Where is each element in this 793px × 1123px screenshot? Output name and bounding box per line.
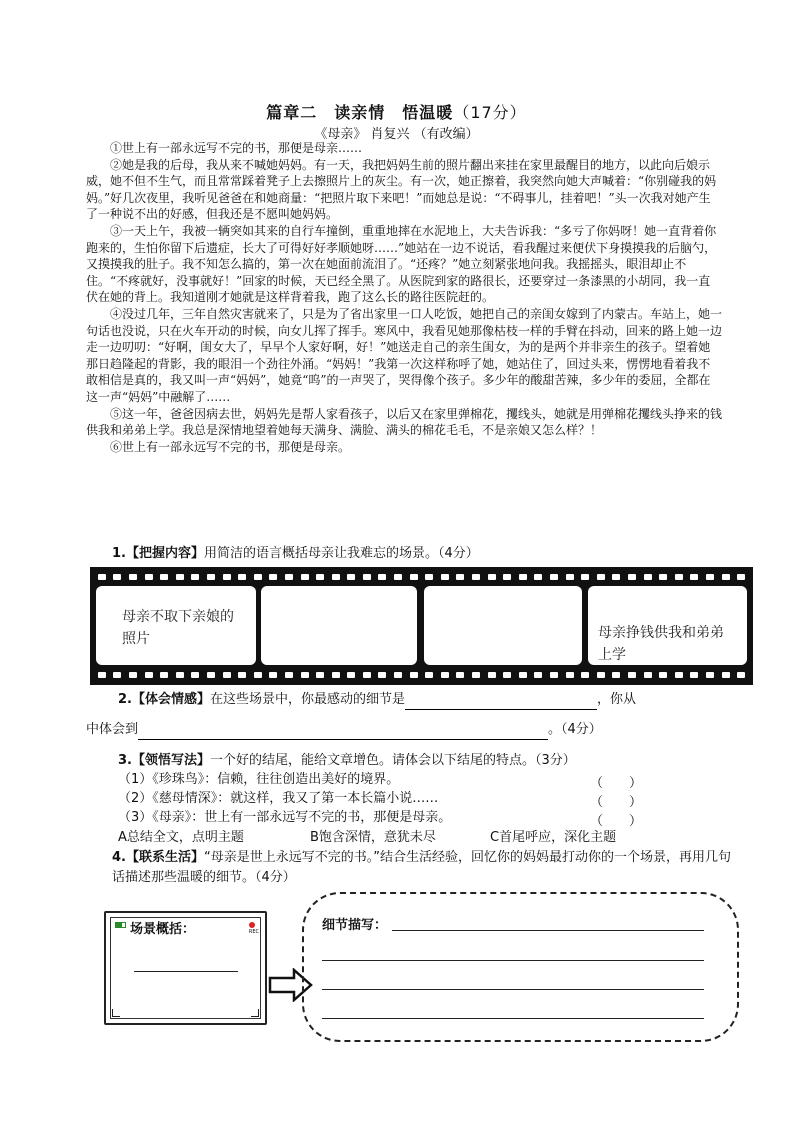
- scene-summary-box[interactable]: [104, 911, 267, 1025]
- question-3-option-b: B饱含深情，意犹未尽: [310, 830, 436, 845]
- scene-summary-label: 场景概括：: [130, 922, 196, 937]
- question-3-tag: 3.【领悟写法】: [118, 753, 210, 768]
- question-4-tag: 4.【联系生活】: [112, 850, 204, 865]
- section-title: [0, 100, 793, 123]
- question-3-text: 一个好的结尾，能给文章增色。请体会以下结尾的特点。（3分）: [209, 753, 576, 768]
- film-frame-2[interactable]: [261, 586, 417, 665]
- film-strip: [90, 567, 753, 685]
- question-2-line-1: [118, 690, 738, 710]
- question-2-text-c: 中体会到: [86, 722, 139, 737]
- question-3-item-2: （2）《慈母情深》：就这样，我又了第一本长篇小说……: [118, 791, 439, 806]
- rec-label: REC: [248, 929, 259, 935]
- question-3-answer-2[interactable]: （ ）: [590, 795, 643, 810]
- question-1-text: 用简洁的语言概括母亲让我难忘的场景。（4分）: [203, 546, 479, 561]
- question-2-blank-1[interactable]: [405, 709, 597, 710]
- detail-line[interactable]: [322, 1018, 704, 1019]
- question-2-text-b: ，你从: [597, 692, 637, 707]
- record-dot-icon: [249, 922, 255, 928]
- film-frame-4[interactable]: 母亲挣钱供我和弟弟上学: [588, 586, 747, 665]
- question-2-text: 在这些场景中，你最感动的细节是: [209, 692, 405, 707]
- question-2-tag: 2.【体会情感】: [118, 692, 210, 707]
- article-paragraph: ④没过几年，三年自然灾害就来了，只是为了省出家里一口人吃饭，她把自己的亲闺女嫁到了内蒙古。车站上，她一句话也没说，只在火车开动的时候，向女儿挥了挥手。寒风中，我看见她那像枯枝一样的手臂在抖动，回来的路上她一边走一边叨叨：“好啊，闺女大了，早早个人家好啊，好！”她送走自己的亲生闺女，为的是两个并非亲生的孩子。望着她那日趋隆起的背影，我的眼泪一个劲往外涌。“妈妈！”我第一次这样称呼了她，她站住了，回过头来，愣愣地看着我不敢相信是真的，我又叫一声“妈妈”，她竟“呜”的一声哭了，哭得像个孩子。多少年的酸甜苦辣，多少年的委屈，全都在这一声“妈妈”中融解了……: [86, 306, 723, 404]
- article-paragraph: ⑥世上有一部永远写不完的书，那便是母亲。: [110, 439, 351, 454]
- section-title-text: 篇章二 读亲情 悟温暖: [266, 103, 454, 122]
- question-2-line-2: [86, 720, 736, 740]
- question-1-tag: 1.【把握内容】: [112, 546, 204, 561]
- question-2-blank-2[interactable]: [138, 739, 548, 740]
- film-frame-1[interactable]: 母亲不取下亲娘的照片: [96, 586, 256, 665]
- film-holes-bottom: [90, 669, 753, 681]
- scene-summary-blank[interactable]: [134, 971, 238, 972]
- detail-line[interactable]: [392, 930, 704, 931]
- article-paragraph: ③一天上午，我被一辆突如其来的自行车撞倒，重重地摔在水泥地上，大夫告诉我：“多亏了你妈呀！她一直背着你跑来的，生怕你留下后遗症，长大了可得好好孝顺她呀……”她站在一边不说话，看我醒过来便伏下身摸摸我的后脑勺，又摸摸我的肚子。我不知怎么搞的，第一次在她面前流泪了。“还疼？”她立刻紧张地问我。我摇摇头，眼泪却止不住。“不疼就好，没事就好！”回家的时候，天已经全黑了。从医院到家的路很长，还要穿过一条漆黑的小胡同，我一直伏在她的背上。我知道刚才她就是这样背着我，跑了这么长的路往医院赶的。: [86, 223, 717, 305]
- question-3-answer-1[interactable]: （ ）: [590, 776, 643, 791]
- question-4-text: “母亲是世上永远写不完的书。”结合生活经验，回忆你的妈妈最打动你的一个场景，再用几句话描述那些温暖的细节。（4分）: [112, 850, 731, 885]
- article-paragraph: ①世上有一部永远写不完的书，那便是母亲……: [110, 141, 363, 155]
- question-3-option-c: C首尾呼应，深化主题: [490, 830, 617, 845]
- article-subtitle: 《母亲》 肖复兴 （有改编）: [314, 127, 479, 142]
- film-holes-top: [90, 571, 753, 583]
- detail-description-label: 细节描写：: [322, 918, 388, 933]
- section-score: （17分）: [453, 103, 527, 122]
- detail-description-box[interactable]: [302, 892, 739, 1042]
- battery-icon: [115, 922, 126, 928]
- question-1: [112, 544, 752, 564]
- question-2-text-d: 。（4分）: [548, 722, 602, 737]
- film-frame-3[interactable]: [424, 586, 582, 665]
- question-3-option-a: A总结全文，点明主题: [118, 830, 244, 845]
- question-3-answer-3[interactable]: （ ）: [590, 814, 643, 829]
- question-3: [118, 751, 738, 771]
- detail-line[interactable]: [322, 960, 704, 961]
- detail-line[interactable]: [322, 989, 704, 990]
- corner-mark: [112, 1009, 120, 1017]
- question-3-item-3: （3）《母亲》：世上有一部永远写不完的书，那便是母亲。: [118, 810, 452, 825]
- article-body: [86, 140, 722, 455]
- article-paragraph: ②她是我的后母，我从来不喊她妈妈。有一天，我把妈妈生前的照片翻出来挂在家里最醒目的地方，以此向后娘示威，她不但不生气，而且常常踩着凳子上去擦照片上的灰尘。有一次，她正擦着，我突然向她大声喊着：“你别碰我的妈妈。”好几次夜里，我听见爸爸在和她商量：“把照片取下来吧！”而她总是说：“不碍事儿，挂着吧！”头一次我对她产生了一种说不出的好感，但我还是不愿叫她妈妈。: [86, 157, 717, 222]
- question-4: [112, 848, 742, 888]
- article-paragraph: ⑤这一年，爸爸因病去世，妈妈先是帮人家看孩子，以后又在家里弹棉花，攫线头，她就是用弹棉花攫线头挣来的钱供我和弟弟上学。我总是深情地望着她每天满身、满脸、满头的棉花毛毛，不是亲娘又怎么样？！: [86, 406, 723, 438]
- question-3-item-1: （1）《珍珠鸟》：信赖，往往创造出美好的境界。: [118, 772, 400, 787]
- corner-mark: [251, 1009, 259, 1017]
